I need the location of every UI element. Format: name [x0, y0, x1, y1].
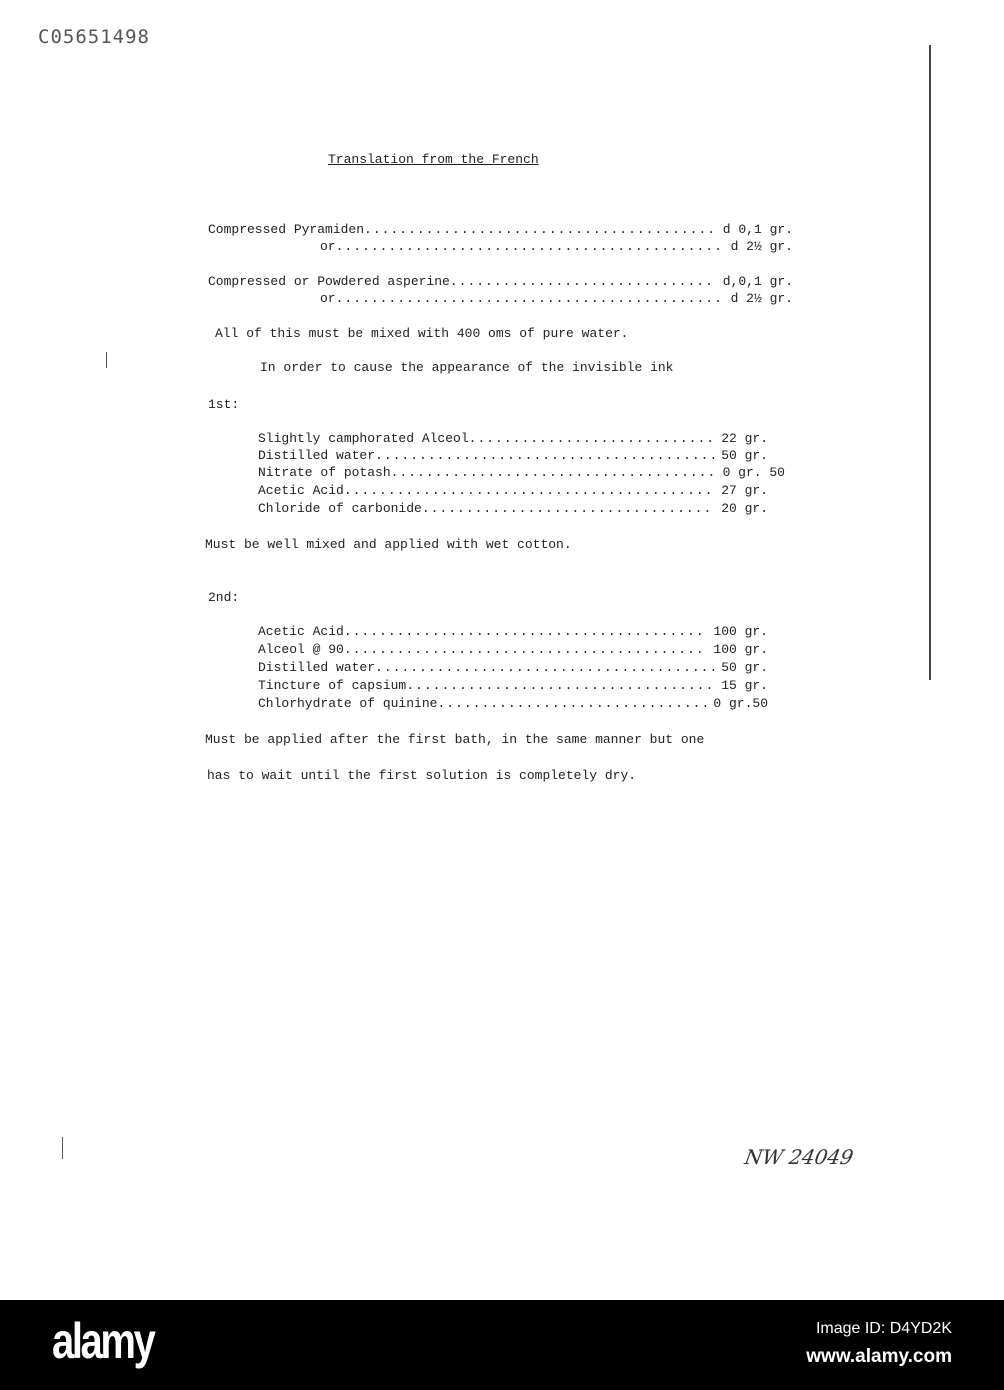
ingredient-value: 22 gr. [721, 431, 768, 446]
ingredient-value: d,0,1 gr. [722, 274, 793, 289]
leader-dots [469, 431, 716, 447]
ingredient-label: Nitrate of potash [258, 465, 391, 480]
ingredient-label: Compressed Pyramiden [208, 222, 365, 237]
image-id-label: Image ID: D4YD2K [815, 1320, 952, 1337]
first-note: Must be well mixed and applied with wet cotton. [205, 537, 572, 552]
leader-dots [450, 274, 717, 290]
ingredient-value: 100 gr. [713, 624, 768, 639]
ingredient-row [258, 678, 768, 694]
ingredient-label: or [320, 291, 336, 306]
ingredient-label: Acetic Acid [258, 624, 344, 639]
ingredient-row [258, 501, 768, 517]
ingredient-value: 15 gr. [721, 678, 768, 693]
ingredient-row [258, 642, 768, 658]
ingredient-value: d 2½ gr. [730, 291, 793, 306]
ingredient-value: 100 gr. [713, 642, 768, 657]
ingredient-row [258, 448, 768, 464]
leader-dots [375, 448, 715, 464]
ingredient-value: 20 gr. [721, 501, 768, 516]
ingredient-value: 50 gr. [721, 660, 768, 675]
ingredient-label: Distilled water [258, 660, 376, 675]
second-note-line2: has to wait until the first solution is completely dry. [207, 768, 637, 783]
ingredient-label: Distilled water [258, 448, 376, 463]
ingredient-row [258, 624, 768, 640]
ingredient-row [208, 274, 793, 290]
leader-dots [344, 624, 708, 640]
ingredient-row [208, 222, 793, 238]
ingredient-row [258, 660, 768, 676]
section-heading-2nd: 2nd: [208, 590, 240, 605]
ingredient-label: or [320, 239, 336, 254]
leader-dots [437, 696, 707, 712]
ingredient-value: 50 gr. [721, 448, 768, 463]
ingredient-value: 27 gr. [721, 483, 768, 498]
ingredient-row [258, 483, 768, 499]
leader-dots [344, 483, 715, 499]
ingredient-label: Acetic Acid [258, 483, 344, 498]
leader-dots [336, 239, 725, 255]
second-note-line1: Must be applied after the first bath, in the same manner but one [205, 732, 705, 747]
ingredient-value: 0 gr.50 [713, 696, 768, 711]
watermark-banner [0, 1300, 1004, 1390]
leader-dots [406, 678, 715, 694]
leader-dots [375, 660, 715, 676]
ingredient-row [320, 291, 793, 307]
ingredient-row [258, 431, 768, 447]
leader-dots [391, 465, 717, 481]
ingredient-label: Compressed or Powdered asperine [208, 274, 450, 289]
ingredient-label: Chlorhydrate of quinine [258, 696, 438, 711]
ingredient-label: Slightly camphorated Alceol [258, 431, 469, 446]
ingredient-row [320, 239, 793, 255]
ingredient-value: d 0,1 gr. [722, 222, 793, 237]
margin-rule [929, 45, 931, 680]
document-id: C05651498 [38, 26, 150, 48]
leader-dots [364, 222, 717, 238]
alamy-logo: alamy [52, 1313, 154, 1369]
ingredient-label: Tincture of capsium [258, 678, 407, 693]
leader-dots [336, 291, 725, 307]
ingredient-value: d 2½ gr. [730, 239, 793, 254]
section-heading-1st: 1st: [208, 397, 240, 412]
ingredient-row [258, 696, 768, 712]
leader-dots [422, 501, 715, 517]
leader-dots [344, 642, 708, 658]
ingredient-row [258, 465, 785, 481]
ingredient-label: Chloride of carbonide [258, 501, 422, 516]
mix-note: All of this must be mixed with 400 oms of pure water. [215, 326, 629, 341]
site-link[interactable]: www.alamy.com [806, 1346, 952, 1367]
handwritten-reference: NW 24049 [742, 1145, 856, 1169]
margin-mark [62, 1137, 63, 1159]
document-title: Translation from the French [328, 152, 539, 167]
margin-mark [106, 352, 107, 368]
ingredient-label: Alceol @ 90 [258, 642, 344, 657]
ingredient-value: 0 gr. 50 [722, 465, 785, 480]
intro-text: In order to cause the appearance of the invisible ink [260, 360, 674, 375]
